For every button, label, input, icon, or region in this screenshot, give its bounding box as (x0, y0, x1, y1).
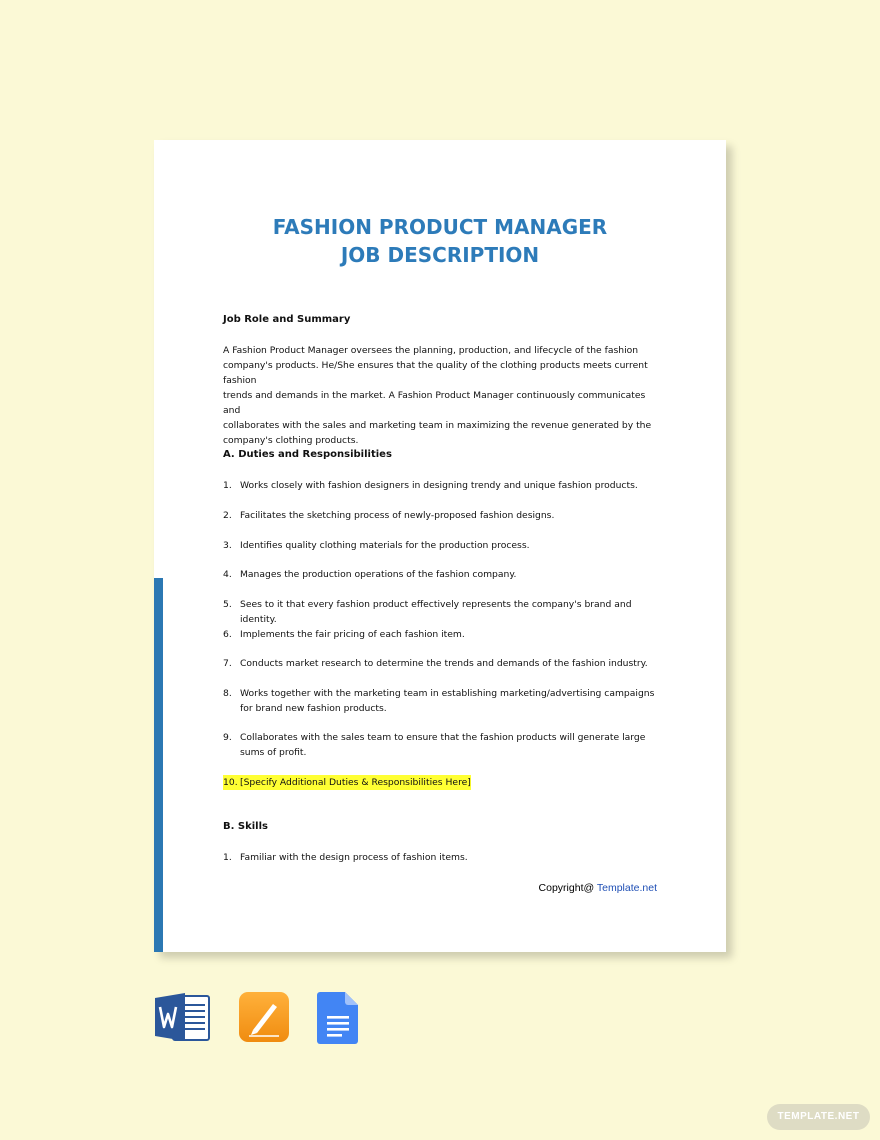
duty-text: Implements the fair pricing of each fashion item. (240, 629, 465, 640)
duty-text: Identifies quality clothing materials for the production process. (240, 540, 530, 551)
skills-heading: B. Skills (223, 821, 268, 832)
duty-number: 5. (223, 599, 232, 610)
skill-number: 1. (223, 852, 232, 863)
duties-heading: A. Duties and Responsibilities (223, 449, 392, 460)
document-title-line2: JOB DESCRIPTION (340, 243, 540, 267)
duty-item (223, 597, 663, 627)
highlight (223, 775, 471, 790)
duty-item (223, 686, 663, 716)
duty-number: 10. (223, 777, 238, 788)
summary-line: A Fashion Product Manager oversees the planning, production, and lifecycle of the fashion (223, 345, 639, 356)
copyright (539, 882, 657, 894)
duty-item (223, 508, 663, 523)
duty-item (223, 538, 663, 553)
duty-text: Works together with the marketing team in establishing marketing/advertising campaigns for brand new fashion products. (240, 688, 655, 714)
duty-number: 8. (223, 688, 232, 699)
duty-number: 9. (223, 732, 232, 743)
skill-item (223, 850, 663, 865)
duty-number: 2. (223, 510, 232, 521)
summary-paragraph (223, 343, 663, 448)
pages-icon[interactable] (239, 992, 289, 1042)
duty-text: Manages the production operations of the fashion company. (240, 569, 517, 580)
summary-line: company's products. He/She ensures that the quality of the clothing products meets current fashion (223, 360, 648, 386)
summary-line: trends and demands in the market. A Fashion Product Manager continuously communicates and (223, 390, 646, 416)
app-icons (155, 992, 365, 1046)
duty-text: Works closely with fashion designers in designing trendy and unique fashion products. (240, 480, 638, 491)
duty-text: Sees to it that every fashion product effectively represents the company's brand and identity. (240, 599, 632, 625)
duty-number: 7. (223, 658, 232, 669)
duty-placeholder-text: [Specify Additional Duties & Responsibilities Here] (240, 777, 471, 788)
document-page (154, 140, 726, 952)
duty-text: Facilitates the sketching process of newly-proposed fashion designs. (240, 510, 555, 521)
summary-line: company's clothing products. (223, 435, 359, 446)
duty-item (223, 656, 663, 671)
duty-text: Collaborates with the sales team to ensure that the fashion products will generate large sums of profit. (240, 732, 646, 758)
copyright-link[interactable]: Template.net (596, 882, 657, 894)
duty-item (223, 627, 663, 642)
duty-item (223, 730, 663, 760)
duty-item (223, 567, 663, 582)
duty-number: 3. (223, 540, 232, 551)
word-icon[interactable] (155, 992, 211, 1042)
duty-number: 4. (223, 569, 232, 580)
duty-item-highlighted (223, 775, 471, 790)
duty-number: 6. (223, 629, 232, 640)
summary-line: collaborates with the sales and marketing team in maximizing the revenue generated by the (223, 420, 652, 431)
copyright-prefix: Copyright@ (538, 882, 597, 894)
document-title-line1: FASHION PRODUCT MANAGER (272, 215, 608, 239)
google-docs-icon[interactable] (317, 992, 359, 1044)
skill-text: Familiar with the design process of fashion items. (240, 852, 468, 863)
duty-text: Conducts market research to determine the trends and demands of the fashion industry. (240, 658, 648, 669)
summary-heading: Job Role and Summary (223, 314, 351, 325)
duty-item (223, 478, 663, 493)
template-net-watermark: TEMPLATE.NET (767, 1104, 870, 1130)
accent-bar (154, 578, 163, 952)
duty-number: 1. (223, 480, 232, 491)
